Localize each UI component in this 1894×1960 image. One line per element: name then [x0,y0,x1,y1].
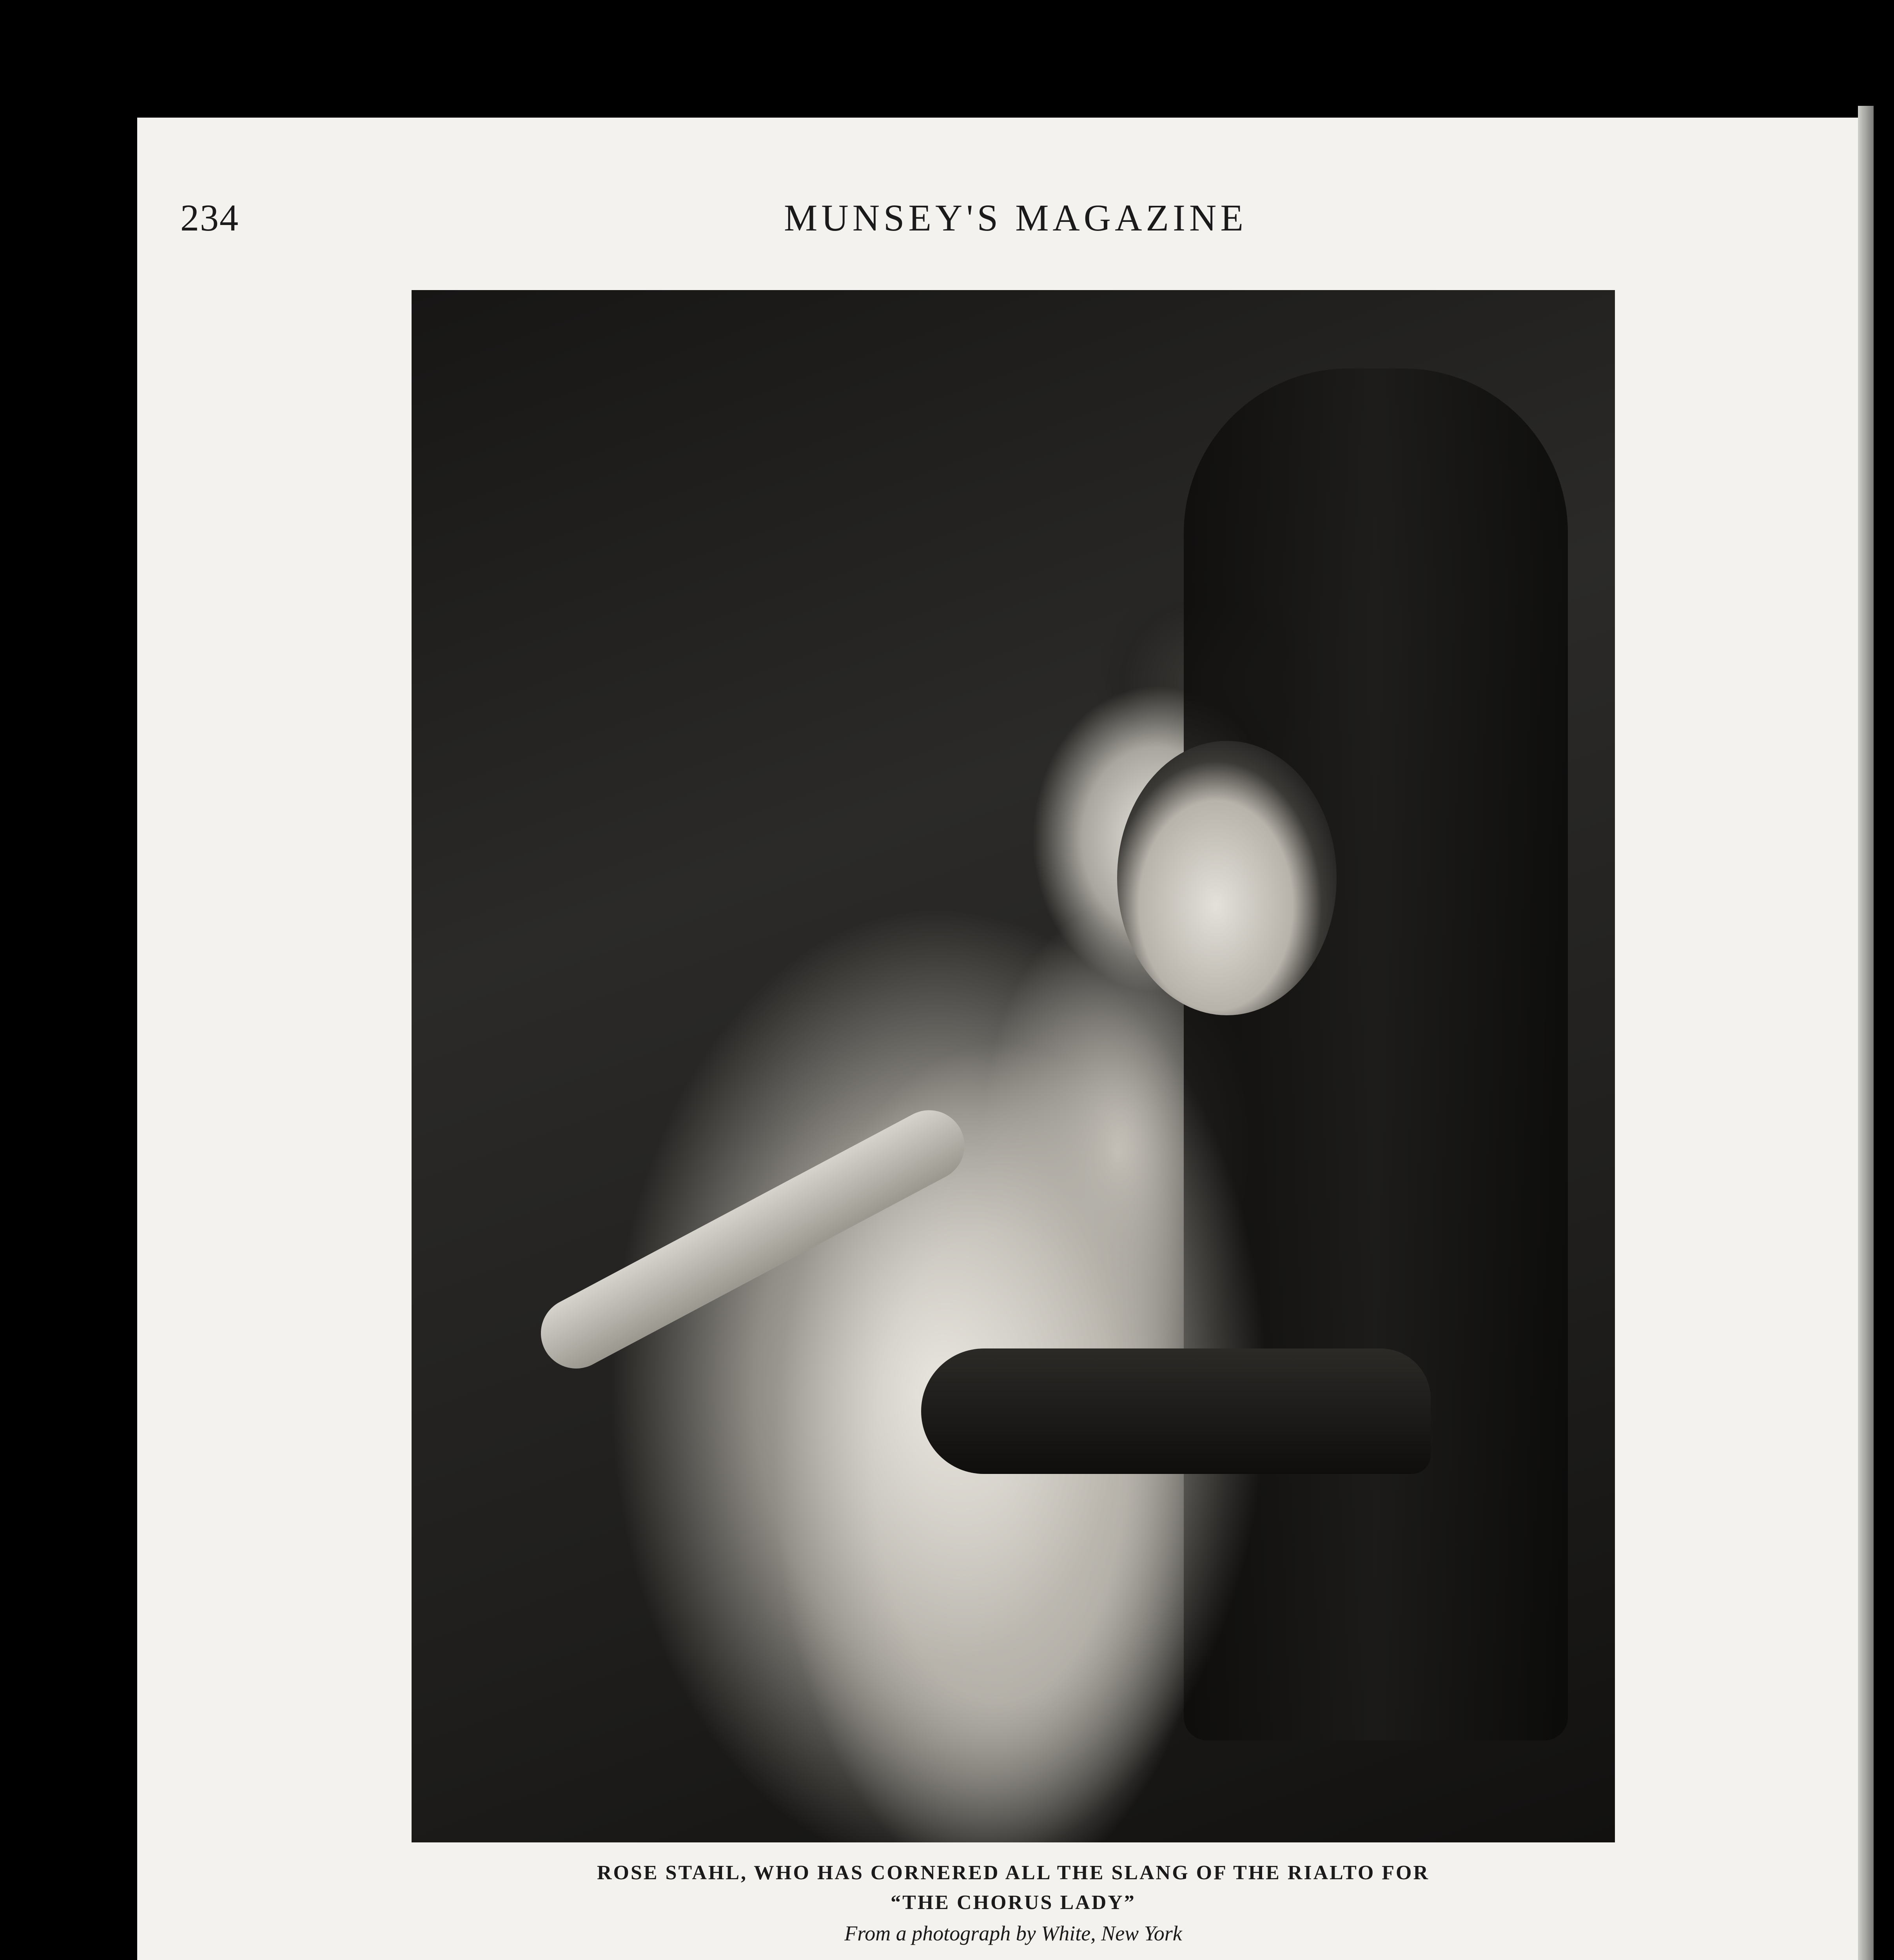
caption-line-2: “THE CHORUS LADY” [891,1891,1136,1914]
seated-figure [529,839,1274,1842]
running-head: MUNSEY'S MAGAZINE [784,197,1247,239]
photo-credit: From a photograph by White, New York [844,1922,1182,1945]
head-with-curls [1117,741,1337,1015]
page-number: 234 [180,197,239,239]
photo-caption [412,1858,1615,1949]
chair-armrest [921,1348,1431,1474]
caption-line-1: ROSE STAHL, WHO HAS CORNERED ALL THE SLANG OF THE RIALTO FOR [597,1862,1430,1884]
portrait-photograph [412,290,1615,1842]
page-header [180,196,1631,259]
page-edge-right [1858,106,1874,1960]
